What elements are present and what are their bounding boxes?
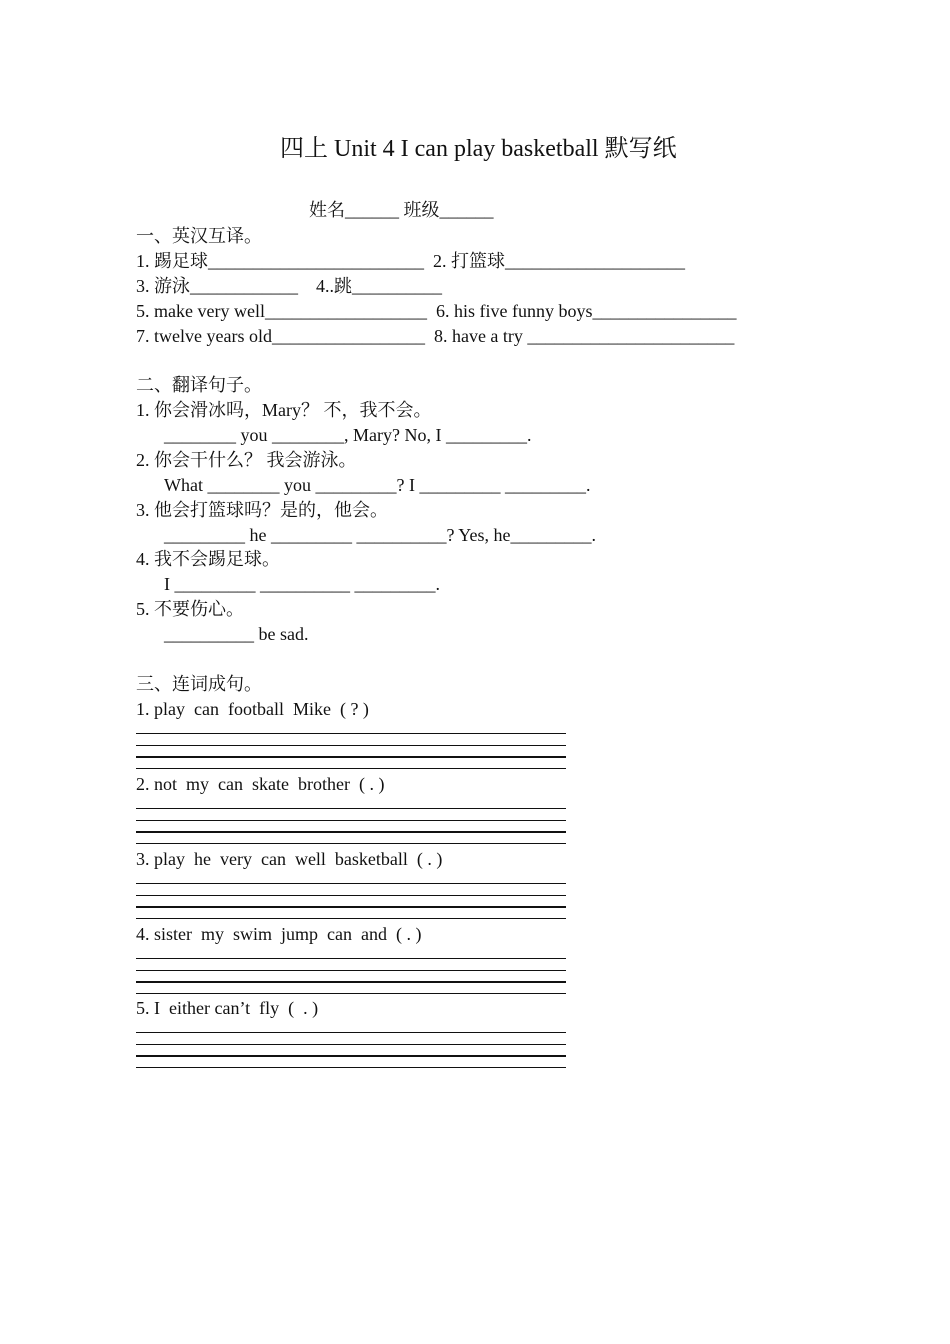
section3-prompt: 3. play he very can well basketball ( . ) — [136, 849, 443, 869]
writing-line — [136, 733, 566, 734]
section3-prompt: 2. not my can skate brother ( . ) — [136, 774, 385, 794]
section2-answer: __________ be sad. — [164, 624, 309, 644]
writing-line — [136, 993, 566, 994]
section1-row: 7. twelve years old_________________ 8. have a try _______________________ — [136, 326, 735, 346]
writing-line — [136, 906, 566, 908]
section2-heading: 二、翻译句子。 — [136, 375, 262, 395]
writing-line — [136, 843, 566, 844]
section1-row: 1. 踢足球________________________ 2. 打篮球____________________ — [136, 251, 685, 271]
section2-answer: What ________ you _________? I _________ _________. — [164, 475, 591, 495]
section2-question: 4. 我不会踢足球。 — [136, 549, 280, 569]
writing-line — [136, 883, 566, 884]
section1-heading: 一、英汉互译。 — [136, 226, 262, 246]
section3-prompt: 4. sister my swim jump can and ( . ) — [136, 924, 422, 944]
section2-question: 3. 他会打篮球吗？是的，他会。 — [136, 500, 388, 520]
section3-prompt: 1. play can football Mike ( ? ) — [136, 699, 369, 719]
writing-line — [136, 981, 566, 983]
section1-row: 5. make very well__________________ 6. his five funny boys________________ — [136, 301, 737, 321]
section2-answer: _________ he _________ __________? Yes, he_________. — [164, 525, 596, 545]
writing-line — [136, 808, 566, 809]
section2-question: 2. 你会干什么？ 我会游泳。 — [136, 450, 357, 470]
writing-line — [136, 745, 566, 746]
writing-line — [136, 970, 566, 971]
section3-prompt: 5. I either can’t fly ( . ) — [136, 998, 319, 1018]
writing-line — [136, 1044, 566, 1045]
writing-line — [136, 1032, 566, 1033]
writing-line — [136, 831, 566, 833]
section2-question: 5. 不要伤心。 — [136, 599, 244, 619]
section1-row: 3. 游泳____________ 4..跳__________ — [136, 276, 442, 296]
writing-line — [136, 1055, 566, 1057]
writing-line — [136, 820, 566, 821]
section2-question: 1. 你会滑冰吗，Mary？ 不，我不会。 — [136, 400, 432, 420]
writing-line — [136, 768, 566, 769]
writing-line — [136, 756, 566, 758]
section2-answer: I _________ __________ _________. — [164, 574, 440, 594]
writing-line — [136, 895, 566, 896]
writing-line — [136, 1067, 566, 1068]
name-class-line: 姓名______ 班级______ — [309, 200, 494, 220]
section2-answer: ________ you ________, Mary? No, I _________. — [164, 425, 532, 445]
writing-line — [136, 958, 566, 959]
page-title: 四上 Unit 4 I can play basketball 默写纸 — [280, 136, 677, 162]
writing-line — [136, 918, 566, 919]
section3-heading: 三、连词成句。 — [136, 674, 262, 694]
